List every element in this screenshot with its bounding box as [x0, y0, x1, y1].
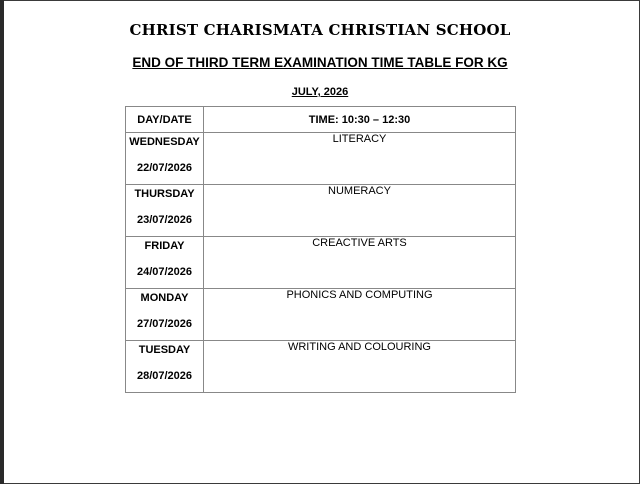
day-name: TUESDAY: [138, 344, 191, 356]
day-date-cell: [126, 237, 204, 289]
day-name: WEDNESDAY: [129, 136, 200, 148]
exam-date: 27/07/2026: [136, 318, 193, 330]
exam-date: 22/07/2026: [136, 162, 193, 174]
subject-cell: WRITING AND COLOURING: [204, 341, 516, 393]
timetable-title: END OF THIRD TERM EXAMINATION TIME TABLE FOR KG: [132, 55, 508, 70]
table-row: [126, 133, 516, 185]
exam-month: JULY, 2026: [291, 86, 349, 98]
day-date-cell: [126, 185, 204, 237]
table-row: [126, 185, 516, 237]
subject-cell: LITERACY: [204, 133, 516, 185]
day-date-cell: [126, 289, 204, 341]
header-time: TIME: 10:30 – 12:30: [204, 107, 516, 133]
school-name: CHRIST CHARISMATA CHRISTIAN SCHOOL: [129, 21, 511, 39]
subject-cell: CREACTIVE ARTS: [204, 237, 516, 289]
day-date-cell: [126, 133, 204, 185]
day-name: MONDAY: [140, 292, 189, 304]
table-row: [126, 341, 516, 393]
exam-date: 23/07/2026: [136, 214, 193, 226]
table-row: [126, 289, 516, 341]
exam-timetable: [125, 106, 516, 393]
day-name: FRIDAY: [144, 240, 185, 252]
window-edge: [0, 0, 4, 484]
subject-cell: NUMERACY: [204, 185, 516, 237]
exam-date: 24/07/2026: [136, 266, 193, 278]
subject-cell: PHONICS AND COMPUTING: [204, 289, 516, 341]
day-name: THURSDAY: [134, 188, 195, 200]
table-row: [126, 237, 516, 289]
exam-date: 28/07/2026: [136, 370, 193, 382]
day-date-cell: [126, 341, 204, 393]
header-day-date: DAY/DATE: [126, 107, 204, 133]
table-header-row: [126, 107, 516, 133]
